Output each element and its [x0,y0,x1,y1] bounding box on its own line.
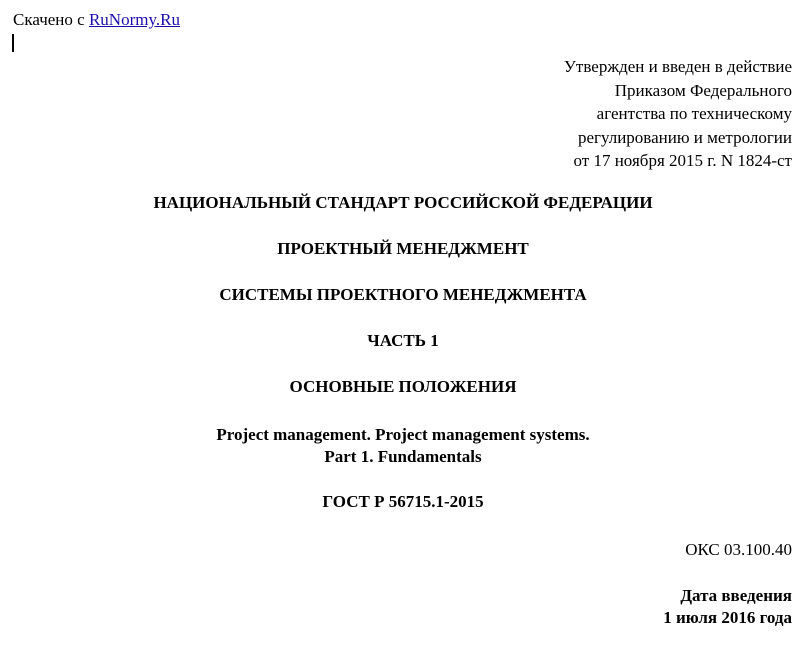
systems-heading: СИСТЕМЫ ПРОЕКТНОГО МЕНЕДЖМЕНТА [219,285,587,304]
introduction-label: Дата введения [680,586,792,605]
source-prefix: Скачено с [13,10,89,29]
part-heading: ЧАСТЬ 1 [367,331,439,350]
english-title-line1: Project management. Project management systems. [216,425,590,444]
approval-line: Приказом Федерального [614,80,792,100]
gost-number: ГОСТ Р 56715.1-2015 [322,492,484,511]
approval-block [564,55,792,173]
english-title [0,424,799,468]
introduction-date: 1 июля 2016 года [663,608,792,627]
runormy-link[interactable]: RuNormy.Ru [88,10,180,29]
approval-line: Утвержден и введен в действие [563,57,792,76]
basics-heading: ОСНОВНЫЕ ПОЛОЖЕНИЯ [289,377,517,396]
introduction-date-block [663,585,792,629]
text-cursor [12,34,14,52]
approval-line: регулированию и метрологии [577,127,792,147]
source-line [13,9,180,31]
approval-line: агентства по техническому [596,104,792,123]
english-title-line2: Part 1. Fundamentals [324,447,482,466]
approval-line: от 17 ноября 2015 г. N 1824-ст [573,151,792,170]
project-management-heading: ПРОЕКТНЫЙ МЕНЕДЖМЕНТ [277,239,529,258]
national-standard-heading: НАЦИОНАЛЬНЫЙ СТАНДАРТ РОССИЙСКОЙ ФЕДЕРАЦИИ [153,193,653,212]
oks-code: ОКС 03.100.40 [685,540,792,559]
